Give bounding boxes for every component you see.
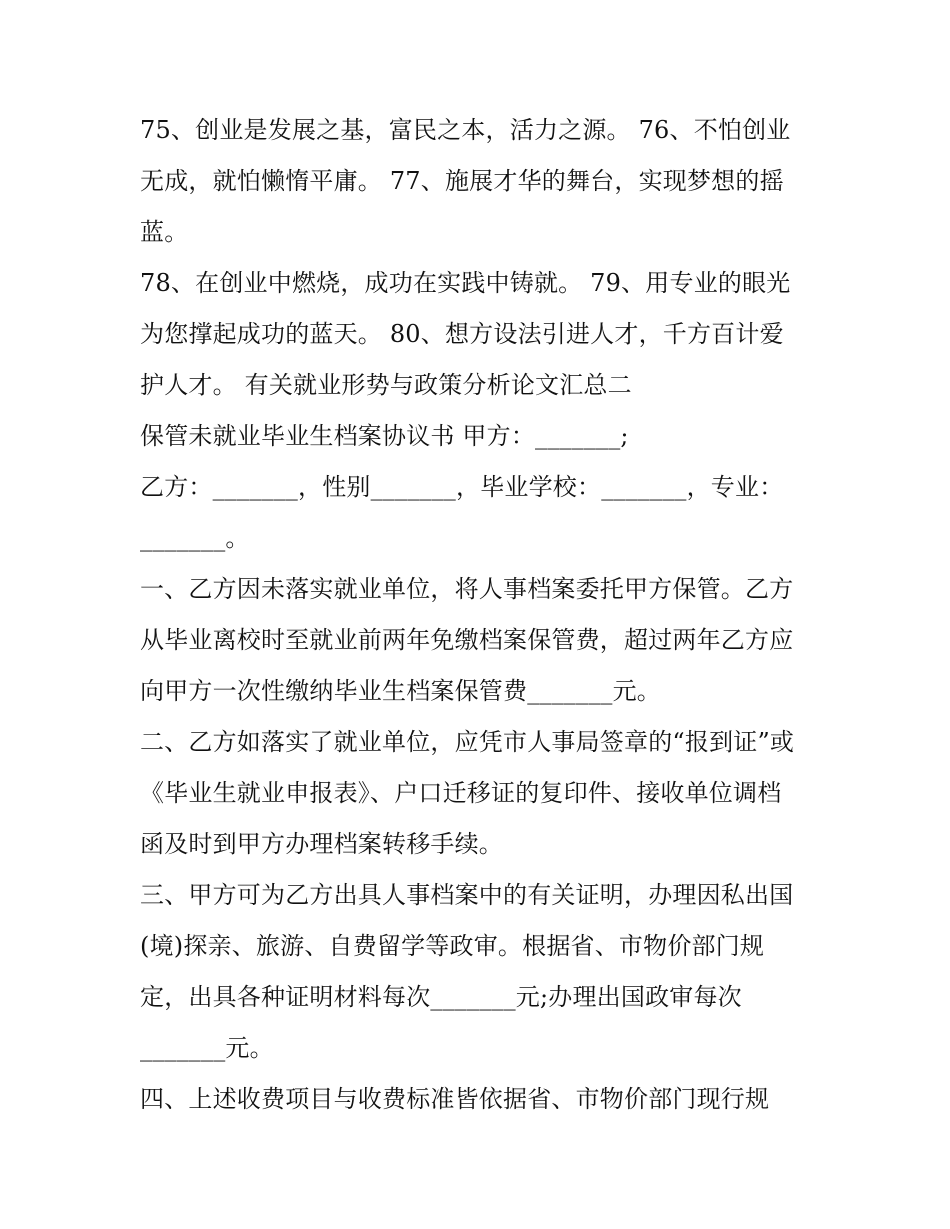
text-line: 四、上述收费项目与收费标准皆依据省、市物价部门现行规 (140, 1085, 770, 1113)
text-line: 乙方：_______，性别_______，毕业学校：_______，专业： (140, 473, 784, 501)
text-line: 为您撑起成功的蓝天。 80、想方设法引进人才，千方百计爱 (140, 320, 784, 348)
text-line: 蓝。 (140, 218, 189, 246)
text-line: 护人才。 有关就业形势与政策分析论文汇总二 (140, 371, 632, 399)
text-line: 无成，就怕懒惰平庸。 77、施展才华的舞台，实现梦想的摇 (140, 167, 784, 195)
text-line: 一、乙方因未落实就业单位，将人事档案委托甲方保管。乙方 (140, 575, 794, 603)
text-line: _______。 (140, 524, 250, 552)
text-line: 定，出具各种证明材料每次_______元;办理出国政审每次 (140, 983, 742, 1011)
text-line: 函及时到甲方办理档案转移手续。 (140, 830, 503, 858)
text-line: 向甲方一次性缴纳毕业生档案保管费_______元。 (140, 677, 661, 705)
text-line: 75、创业是发展之基，富民之本，活力之源。 76、不怕创业 (140, 116, 791, 144)
text-line: 《毕业生就业申报表》、户口迁移证的复印件、接收单位调档 (140, 779, 782, 807)
text-line: 从毕业离校时至就业前两年免缴档案保管费，超过两年乙方应 (140, 626, 794, 654)
text-line: _______元。 (140, 1034, 274, 1062)
text-line: 三、甲方可为乙方出具人事档案中的有关证明，办理因私出国 (140, 881, 794, 909)
text-line: (境)探亲、旅游、自费留学等政审。根据省、市物价部门规 (140, 932, 765, 960)
text-line: 二、乙方如落实了就业单位，应凭市人事局签章的“报到证”或 (140, 728, 795, 756)
text-line: 保管未就业毕业生档案协议书 甲方：_______; (140, 422, 629, 450)
text-line: 78、在创业中燃烧，成功在实践中铸就。 79、用专业的眼光 (140, 269, 791, 297)
